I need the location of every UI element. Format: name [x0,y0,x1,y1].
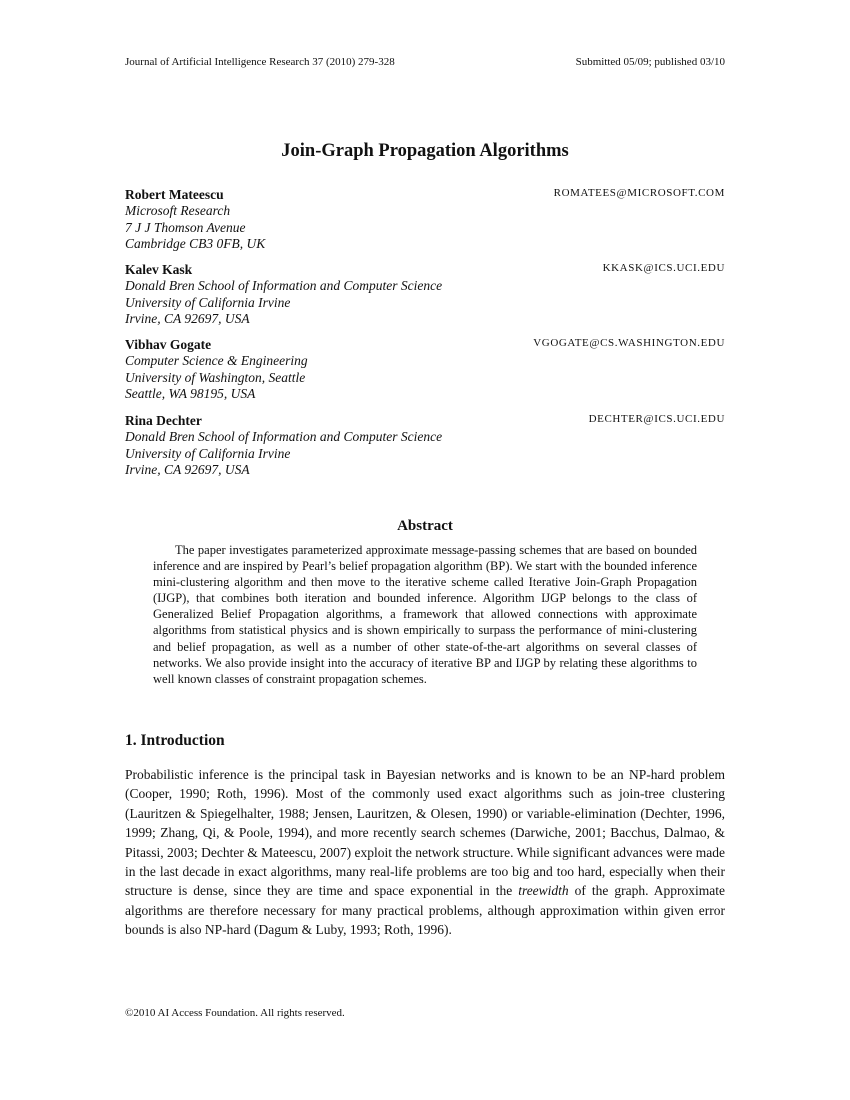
author-email: ROMATEES@MICROSOFT.COM [553,187,725,199]
author-affiliation-line: Seattle, WA 98195, USA [125,386,256,402]
author-name: Robert Mateescu [125,187,224,202]
author-affiliation-line: University of Washington, Seattle [125,369,306,385]
intro-emphasis: treewidth [518,883,569,899]
author-name: Vibhav Gogate [125,337,212,352]
author-block [125,261,725,328]
author-affiliation-line: Cambridge CB3 0FB, UK [125,236,266,252]
author-name: Kalev Kask [125,262,193,277]
intro-text-part: Probabilistic inference is the principal task in Bayesian networks and is known to be an NP-hard problem (Cooper, 1990; Roth, 1996). Most of the commonly used exact algorithms such as join-tree clustering (Lauritzen & Spiegelhalter, 1988; Jensen, Lauritzen, & Olesen, 1990) or variable-elimination (Dechter, 1996, 1999; Zhang, Qi, & Poole, 1994), and more recently search schemes (Darwiche, 2001; Bacchus, Dalmao, & Pitassi, 2003; Dechter & Mateescu, 2007) exploit the network structure. While significant advances were made in the last decade in exact algorithms, many real-life problems are too big and too hard, especially when their structure is dense, since they are time and space exponential in the [125,767,725,899]
author-affiliation-line: Irvine, CA 92697, USA [125,311,250,327]
copyright-footer: ©2010 AI Access Foundation. All rights reserved. [125,1007,345,1019]
author-affiliation-line: University of California Irvine [125,294,291,310]
author-affiliation-line: University of California Irvine [125,445,291,461]
author-name: Rina Dechter [125,413,202,428]
author-affiliation-line: 7 J J Thomson Avenue [125,219,246,235]
abstract-heading: Abstract [397,518,453,534]
submission-dates: Submitted 05/09; published 03/10 [575,56,725,68]
author-email: KKASK@ICS.UCI.EDU [602,262,725,274]
paper-title: Join-Graph Propagation Algorithms [281,141,569,161]
author-affiliation-line: Computer Science & Engineering [125,353,308,368]
author-email: VGOGATE@CS.WASHINGTON.EDU [533,337,725,349]
author-affiliation-line: Irvine, CA 92697, USA [125,462,250,478]
author-block [125,336,725,403]
author-affiliation-line: Microsoft Research [125,203,231,218]
author-affiliation-line: Donald Bren School of Information and Computer Science [125,429,443,444]
abstract-body: The paper investigates parameterized approximate message-passing schemes that are based on bounded inference and are inspired by Pearl’s belief propagation algorithm (BP). We start with the bounded inference mini-clustering algorithm and then move to the iterative scheme called Iterative Join-Graph Propagation (IJGP), that combines both iteration and bounded inference. Algorithm IJGP belongs to the class of Generalized Belief Propagation algorithms, a framework that allowed connections with approximate algorithms from statistical physics and is shown empirically to surpass the performance of mini-clustering and belief propagation, as well as a number of other state-of-the-art algorithms on several classes of networks. We also provide insight into the accuracy of iterative BP and IJGP by relating these algorithms to well known classes of constraint propagation schemes. [153,543,697,686]
author-block [125,186,725,253]
author-block [125,412,725,479]
author-affiliation-line: Donald Bren School of Information and Computer Science [125,278,443,293]
journal-citation: Journal of Artificial Intelligence Research 37 (2010) 279-328 [125,56,395,68]
author-email: DECHTER@ICS.UCI.EDU [588,413,725,425]
running-header [125,56,725,68]
section-heading-introduction: 1. Introduction [125,732,225,749]
introduction-paragraph [125,765,725,940]
intro-text-part: of the graph. Approximate algorithms are therefore necessary for many practical problems, although approximation within given error bounds is also NP-hard (Dagum & Luby, 1993; Roth, 1996). [125,883,726,938]
